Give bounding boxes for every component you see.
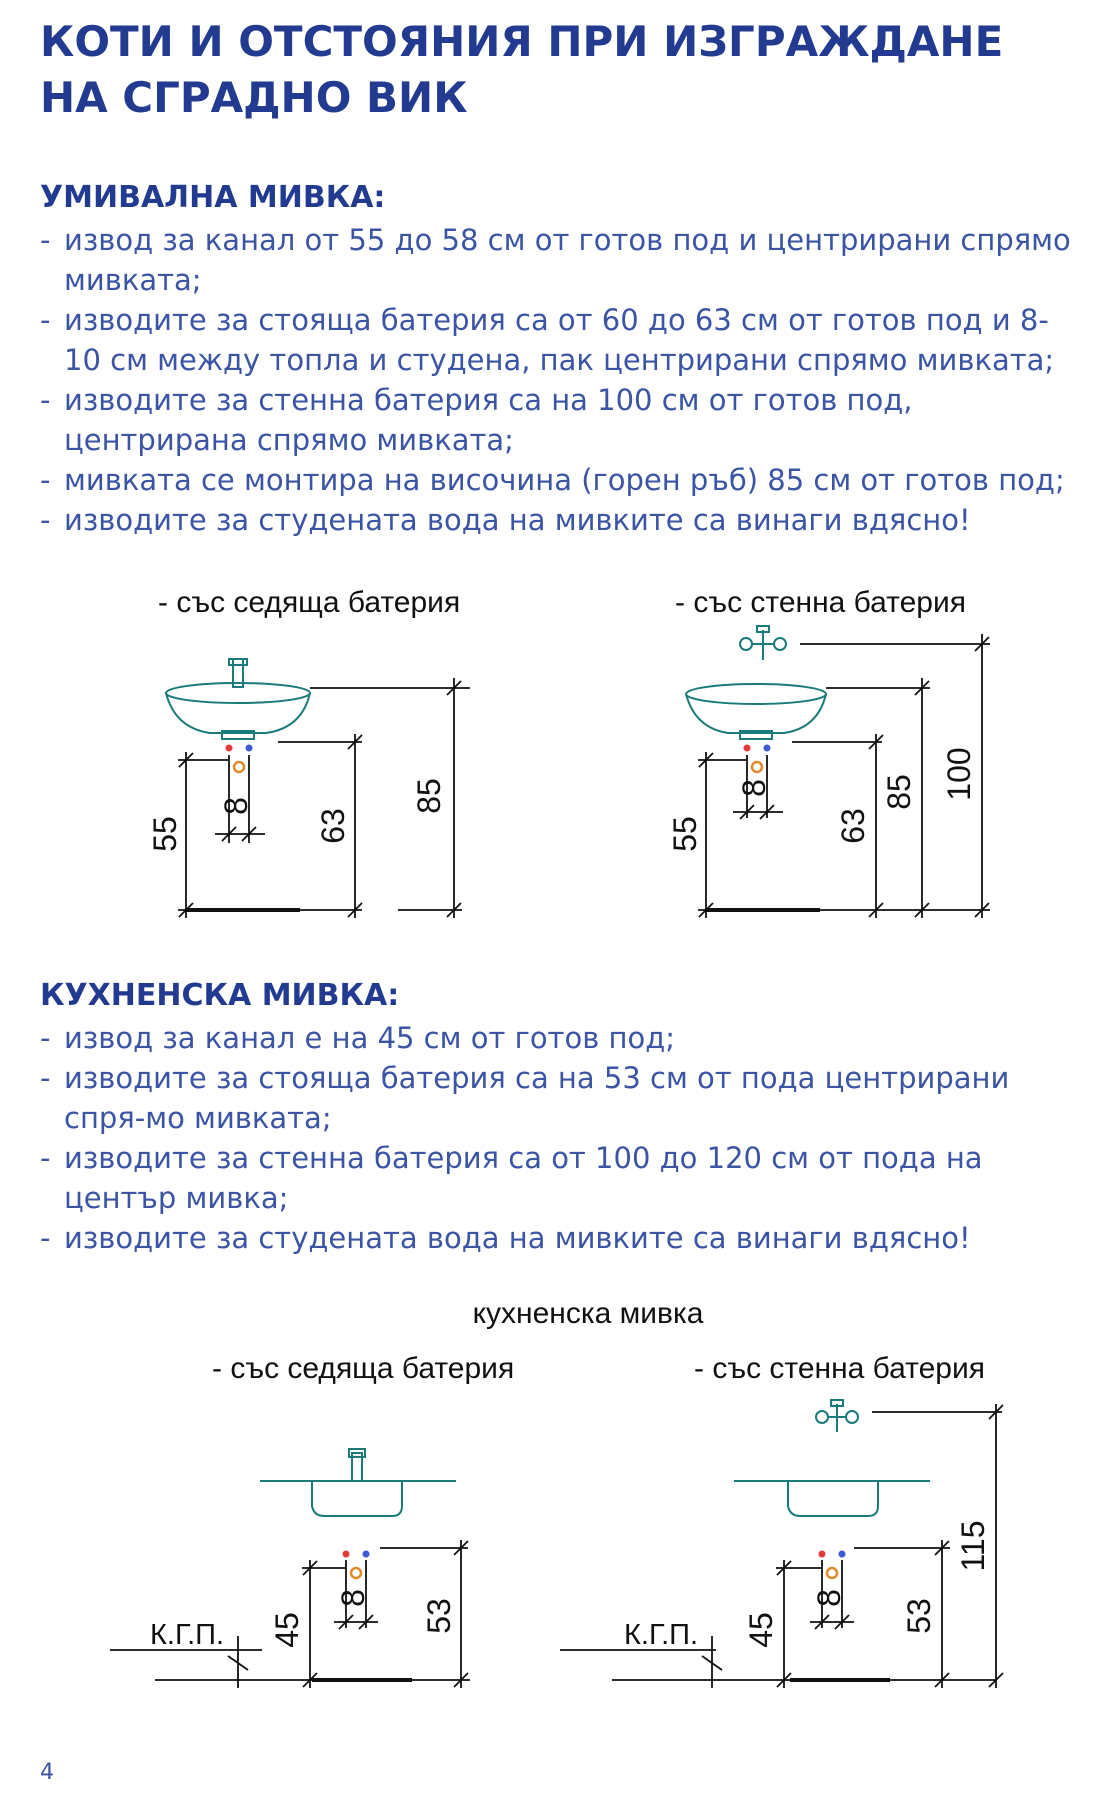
page-number: 4: [40, 1760, 54, 1785]
list-item: - изводите за студената вода на мивките са винаги вдясно!: [40, 503, 971, 537]
hot-water-outlet-icon: [343, 1551, 350, 1558]
dim-45: 45: [269, 1612, 305, 1648]
wall-faucet-icon: [816, 1400, 858, 1432]
cold-water-outlet-icon: [764, 745, 771, 752]
dim-63: 63: [315, 808, 351, 844]
kitchen-sink-standing-faucet-diagram: [110, 1352, 514, 1688]
wall-faucet-icon: [740, 626, 786, 660]
dim-53: 53: [901, 1598, 937, 1634]
drain-outlet-icon: [351, 1568, 361, 1578]
dim-8: 8: [736, 779, 772, 797]
dim-100: 100: [941, 747, 977, 801]
dim-63: 63: [835, 808, 871, 844]
floor-level-label: К.Г.П.: [150, 1619, 225, 1651]
washbasin-icon: [686, 684, 826, 739]
list-item: - извод за канал от 55 до 58 см от готов под и центрирани спрямо мивката;: [40, 223, 1071, 297]
cold-water-outlet-icon: [839, 1551, 846, 1558]
floor-level-label: К.Г.П.: [624, 1619, 699, 1651]
dim-8: 8: [335, 1589, 371, 1607]
hot-water-outlet-icon: [226, 745, 233, 752]
caption-standing-faucet: - със седяща батерия: [212, 1352, 515, 1385]
kitchen-sink-icon: [260, 1449, 456, 1516]
washbasin-standing-faucet-diagram: [147, 586, 470, 918]
list-item: - изводите за стенна батерия са от 100 до 120 см от пода на център мивка;: [40, 1141, 983, 1215]
washbasin-icon: [166, 659, 310, 739]
list-item: - мивката се монтира на височина (горен ръб) 85 см от готов под;: [40, 463, 1065, 497]
section-heading-kitchen-sink: КУХНЕНСКА МИВКА:: [40, 978, 400, 1013]
dim-85: 85: [411, 778, 447, 814]
list-item: - извод за канал е на 45 см от готов под;: [40, 1021, 676, 1055]
section-heading-washbasin: УМИВАЛНА МИВКА:: [40, 180, 386, 215]
dim-55: 55: [147, 816, 183, 852]
dim-8: 8: [811, 1589, 847, 1607]
drain-outlet-icon: [752, 762, 762, 772]
page-title: КОТИ И ОТСТОЯНИЯ ПРИ ИЗГРАЖДАНЕ НА СГРАДНО ВИК: [40, 17, 1004, 122]
kitchen-sink-wall-faucet-diagram: [560, 1352, 1003, 1688]
drain-outlet-icon: [827, 1568, 837, 1578]
list-item: - изводите за студената вода на мивките са винаги вдясно!: [40, 1221, 971, 1255]
dim-85: 85: [881, 774, 917, 810]
kitchen-sink-diagram-title: кухненска мивка: [472, 1297, 704, 1330]
list-item: - изводите за стояща батерия са от 60 до 63 см от готов под и 8-10 см между топла и студена, пак центрирани спрямо мивката;: [40, 303, 1055, 377]
caption-standing-faucet: - със седяща батерия: [158, 586, 461, 619]
dim-45: 45: [743, 1612, 779, 1648]
caption-wall-faucet: - със стенна батерия: [694, 1352, 985, 1385]
cold-water-outlet-icon: [246, 745, 253, 752]
list-item: - изводите за стояща батерия са на 53 см от пода центрирани спря-мо мивката;: [40, 1061, 1010, 1135]
list-item: - изводите за стенна батерия са на 100 см от готов под, центрирана спрямо мивката;: [40, 383, 913, 457]
kitchen-sink-icon: [734, 1481, 930, 1516]
caption-wall-faucet: - със стенна батерия: [675, 586, 966, 619]
hot-water-outlet-icon: [819, 1551, 826, 1558]
dim-53: 53: [421, 1598, 457, 1634]
hot-water-outlet-icon: [744, 745, 751, 752]
washbasin-wall-faucet-diagram: [667, 586, 990, 918]
cold-water-outlet-icon: [363, 1551, 370, 1558]
drain-outlet-icon: [234, 762, 244, 772]
dim-55: 55: [667, 816, 703, 852]
dim-8: 8: [218, 797, 254, 815]
dim-115: 115: [955, 1520, 991, 1572]
